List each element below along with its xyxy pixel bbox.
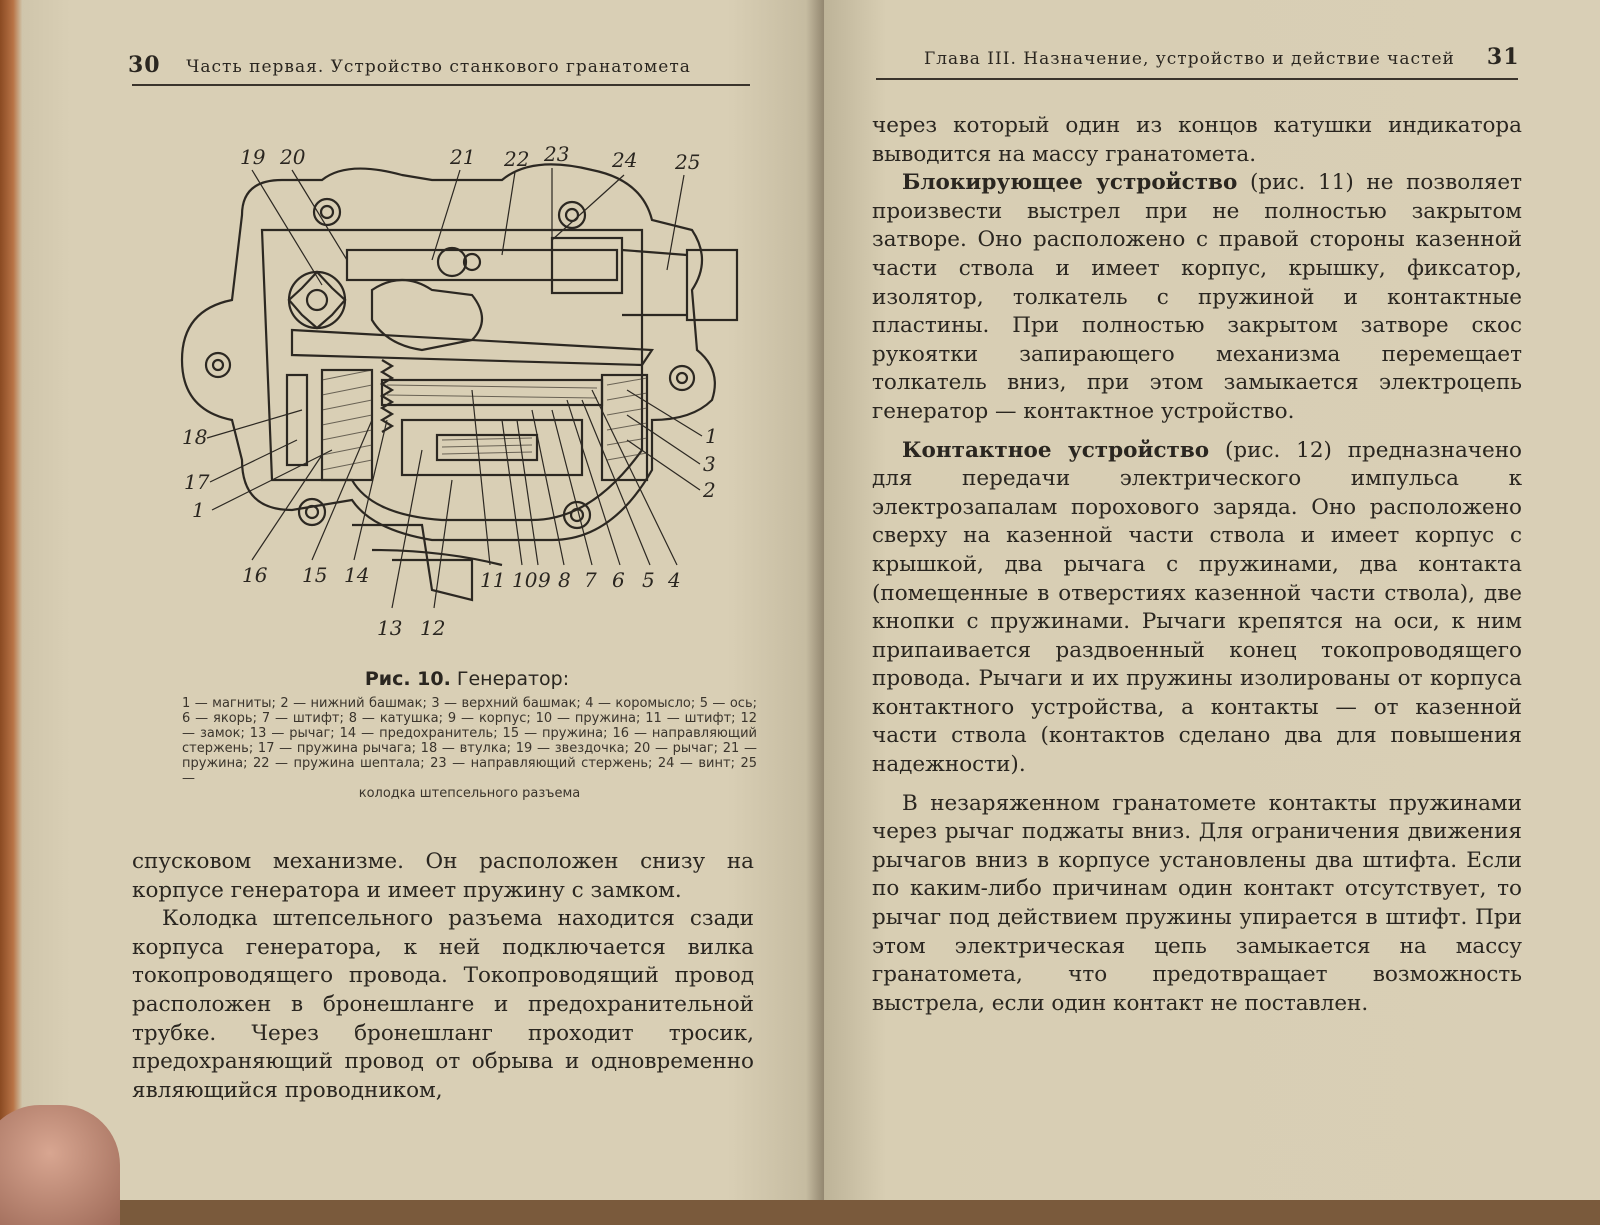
callout-label: 14 (344, 563, 370, 587)
paragraph (872, 437, 1522, 780)
figure-caption (167, 668, 767, 690)
right-running-head-text: Глава III. Назначение, устройство и действие частей (924, 49, 1455, 69)
callout-label: 24 (612, 148, 638, 172)
left-page (22, 0, 824, 1200)
callout-label: 11 (480, 568, 506, 592)
callout-label: 15 (302, 563, 328, 587)
callout-label: 1 (192, 498, 205, 522)
callout-label: 7 (584, 568, 597, 592)
figure-legend-text: 1 — магниты; 2 — нижний башмак; 3 — верхний башмак; 4 — коромысло; 5 — ось; 6 — якорь; 7 — штифт; 8 — катушка; 9 — корпус; 10 — пружина; 11 — штифт; 12 — замок; 13 — рычаг; 14 — предохранитель; 15 — пружина; 16 — направляющий стержень; 17 — пружина рычага; 18 — втулка; 19 — звездочка; 20 — рычаг; 21 — пружина; 22 — пружина шептала; 23 — направляющий стержень; 24 — винт; 25 — (182, 696, 757, 786)
callout-label: 25 (675, 150, 701, 174)
right-page (824, 0, 1600, 1200)
callout-label: 18 (182, 425, 208, 449)
term-blocking-device: Блокирующее устройство (902, 170, 1238, 196)
paragraph-text: (рис. 11) не позволяет произвести выстрел при не полностью закрытом затворе. Оно расположено с правой стороны казенной части ствола и имеет корпус, крышку, фиксатор, изолятор, толкатель с пружиной и контактные пластины. При полностью закрытом затворе скос рукоятки запирающего механизма перемещает толкатель вниз, при этом замыкается электроцепь генератор — контактное устройство. (872, 170, 1522, 424)
left-header-rule (132, 84, 750, 86)
figure-caption-prefix: Рис. 10. (364, 668, 451, 690)
callout-label: 10 (512, 568, 538, 592)
right-header-rule (876, 78, 1518, 80)
term-contact-device: Контактное устройство (902, 437, 1210, 463)
right-body-text (872, 112, 1522, 1018)
callout-label: 1 (705, 424, 718, 448)
callout-label: 4 (668, 568, 681, 592)
right-page-number: 31 (1486, 44, 1520, 70)
left-running-head (128, 52, 691, 78)
paragraph-gap (872, 780, 1522, 790)
left-body-text (132, 848, 754, 1105)
left-page-number: 30 (128, 52, 161, 78)
callout-label: 22 (504, 147, 530, 171)
paragraph: Колодка штепсельного разъема находится сзади корпуса генератора, к ней подключается вилка токопроводящего провода. Токопроводящий провод расположен в бронешланге и предохранительной трубке. Через бронешланг проходит тросик, предохраняющий провод от обрыва и одновременно являющийся проводником, (132, 906, 754, 1103)
finger-thumb (0, 1105, 120, 1225)
callout-label: 12 (420, 616, 446, 640)
callout-label: 5 (642, 568, 655, 592)
right-running-head (924, 44, 1520, 70)
figure-legend (182, 696, 757, 801)
paragraph-gap (872, 427, 1522, 437)
paragraph: В незаряженном гранатомете контакты пружинами через рычаг поджаты вниз. Для ограничения движения рычагов вниз в корпусе установлены два штифта. Если по каким-либо причинам один контакт отсутствует, то рычаг под действием пружины упирается в штифт. При этом электрическая цепь замыкается на массу гранатомета, что предотвращает возможность выстрела, если один контакт не поставлен. (872, 790, 1522, 1016)
callout-label: 21 (450, 145, 476, 169)
callout-label: 13 (377, 616, 403, 640)
figure-legend-last-line: колодка штепсельного разъема (358, 786, 581, 801)
paragraph-text: (рис. 12) предназначено для передачи электрического импульса к электрозапалам порохового заряда. Оно расположено сверху на казенной части ствола и имеет корпус с крышкой, два рычага с пружинами, два контакта (помещенные в отверстиях казенной части ствола), две кнопки с пружинами. Рычаги крепятся на оси, к ним припаивается раздвоенный конец токопроводящего провода. Рычаги и их пружины изолированы от корпуса контактного устройства, а контакты — от казенной части ствола (контактов сделано два для повышения надежности). (872, 437, 1522, 778)
left-running-head-text: Часть первая. Устройство станкового гранатомета (186, 57, 691, 77)
callout-label: 23 (544, 142, 570, 166)
callout-label: 17 (184, 470, 210, 494)
generator-figure (172, 120, 772, 660)
callout-label: 20 (280, 145, 306, 169)
callout-label: 8 (558, 568, 571, 592)
callout-label: 19 (240, 145, 266, 169)
callout-label: 6 (612, 568, 625, 592)
paragraph (872, 169, 1522, 426)
paragraph: через который один из концов катушки индикатора выводится на массу гранатомета. (872, 113, 1522, 167)
paragraph: спусковом механизме. Он расположен снизу на корпусе генератора и имеет пружину с замком. (132, 849, 754, 903)
callout-label: 16 (242, 563, 268, 587)
callout-label: 9 (538, 568, 551, 592)
callout-label: 2 (703, 478, 716, 502)
figure-caption-title: Генератор: (456, 668, 570, 690)
book-cover-edge (0, 0, 22, 1200)
callout-label: 3 (703, 452, 716, 476)
